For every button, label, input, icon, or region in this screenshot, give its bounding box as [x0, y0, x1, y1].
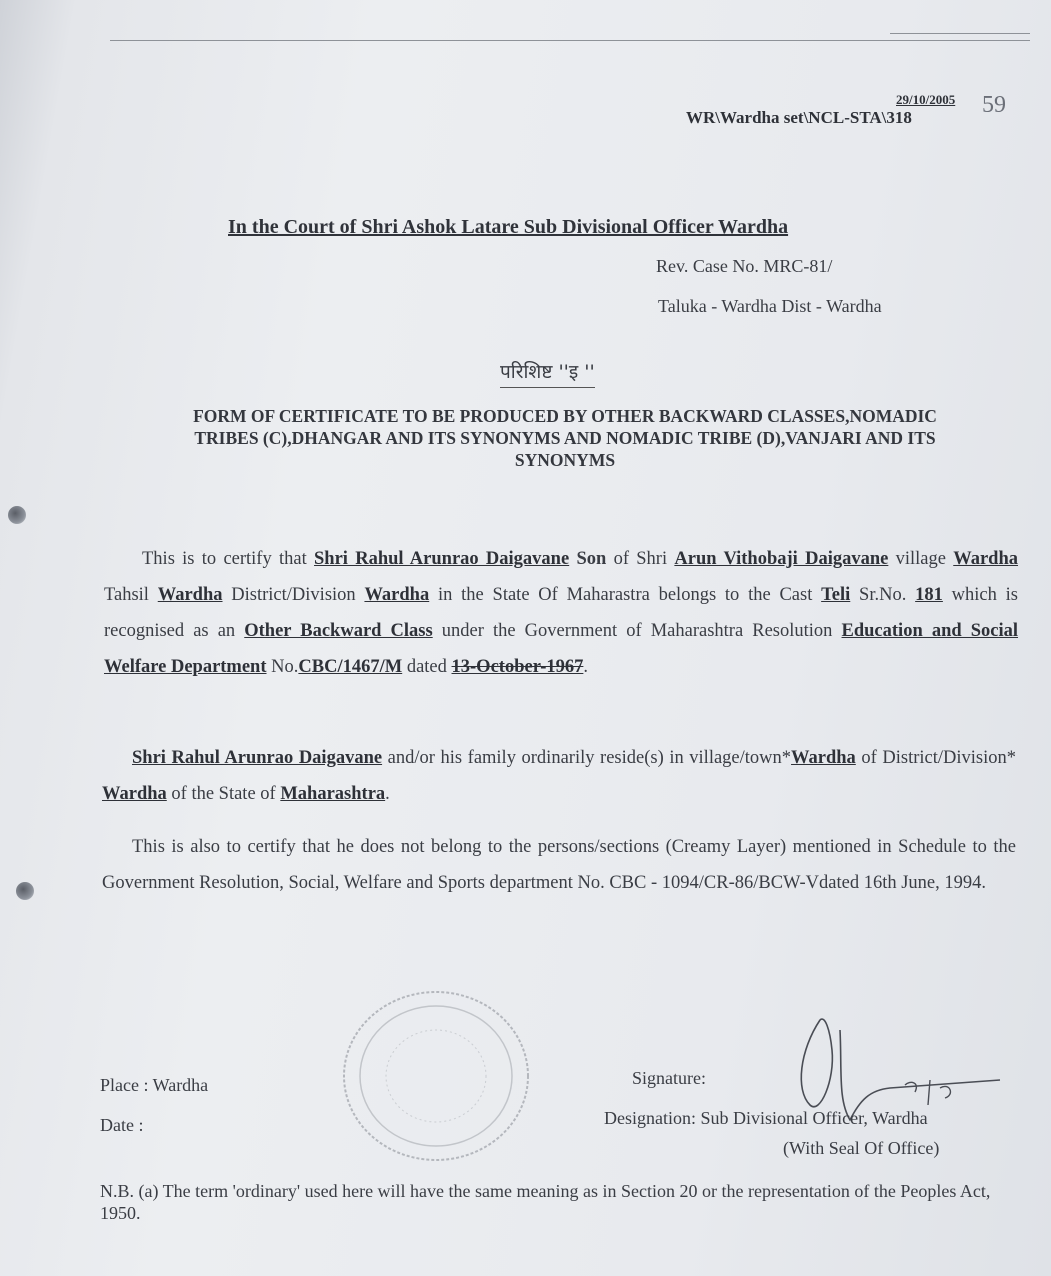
text: This is to certify that	[142, 549, 315, 569]
text: under the Government of Maharashtra Resolution	[432, 621, 842, 641]
form-title-line-1: FORM OF CERTIFICATE TO BE PRODUCED BY OTHER BACKWARD CLASSES,NOMADIC	[193, 406, 937, 426]
creamy-layer-text: This is also to certify that he does not belong to the persons/sections (Creamy Layer) mentioned in Schedule to the Government Resolution, Social, Welfare and Sports department No. CBC - 1094/CR-86/BCW-Vdated 16th June, 1994.	[102, 837, 1016, 893]
text: of Shri	[606, 549, 675, 569]
relation: Son	[576, 549, 607, 569]
certificate-paragraph-1	[104, 541, 1018, 685]
text: Tahsil	[104, 585, 158, 605]
department: Education and Social Welfare Department	[104, 621, 1019, 677]
date-label: Date :	[100, 1115, 144, 1135]
town: Wardha	[791, 748, 856, 768]
footnote: N.B. (a) The term 'ordinary' used here will have the same meaning as in Section 20 or the representation of the Peoples Act, 1950.	[100, 1181, 991, 1223]
punch-hole	[8, 506, 26, 524]
court-heading: In the Court of Shri Ashok Latare Sub Divisional Officer Wardha	[228, 216, 789, 238]
text: Sr.No.	[850, 585, 916, 605]
text: of District/Division*	[855, 748, 1016, 768]
seal-note: (With Seal Of Office)	[783, 1138, 940, 1158]
applicant-name: Shri Rahul Arunrao Daigavane	[314, 549, 570, 569]
resolution-date: 13-October-1967	[451, 657, 584, 677]
appendix-label: परिशिष्ट ''इ ''	[500, 358, 595, 388]
applicant-name: Shri Rahul Arunrao Daigavane	[132, 748, 383, 768]
designation: Designation: Sub Divisional Officer, Wardha	[604, 1108, 928, 1128]
district: Wardha	[364, 585, 430, 605]
text: District/Division	[222, 585, 365, 605]
top-rule-short	[890, 33, 1030, 34]
form-title-line-3: SYNONYMS	[514, 450, 616, 470]
text: of the State of	[166, 784, 281, 804]
category: Other Backward Class	[244, 621, 433, 641]
tahsil: Wardha	[157, 585, 223, 605]
reference-code: WR\Wardha set\NCL-STA\318	[686, 108, 912, 127]
state: Maharashtra	[280, 784, 386, 804]
punch-hole	[16, 882, 34, 900]
text: village	[888, 549, 954, 569]
district: Wardha	[102, 784, 167, 804]
form-title-line-2: TRIBES (C),DHANGAR AND ITS SYNONYMS AND NOMADIC TRIBE (D),VANJARI AND ITS	[194, 428, 936, 448]
text: in the State Of Maharastra belongs to the Cast	[429, 585, 822, 605]
father-name: Arun Vithobaji Daigavane	[674, 549, 889, 569]
text: dated	[402, 657, 452, 677]
text: .	[385, 784, 390, 804]
resolution-number: CBC/1467/M	[298, 657, 403, 677]
top-rule	[110, 40, 1030, 41]
text: which is recognised as an	[104, 585, 1018, 641]
reference-date: 29/10/2005	[896, 92, 956, 107]
signature-label: Signature:	[632, 1068, 706, 1088]
certificate-paragraph-2	[102, 740, 1016, 812]
caste: Teli	[821, 585, 851, 605]
office-stamp	[340, 988, 532, 1164]
place: Place : Wardha	[100, 1075, 209, 1095]
serial-number: 181	[915, 585, 943, 605]
reference-number: 59	[982, 92, 1006, 118]
text: No.	[266, 657, 299, 677]
village: Wardha	[953, 549, 1019, 569]
form-title	[120, 405, 1010, 471]
text: and/or his family ordinarily reside(s) in village/town*	[382, 748, 792, 768]
text: .	[583, 657, 588, 677]
taluka-district: Taluka - Wardha Dist - Wardha	[658, 296, 882, 316]
certificate-paragraph-3	[102, 829, 1016, 901]
case-number: Rev. Case No. MRC-81/	[656, 256, 833, 276]
